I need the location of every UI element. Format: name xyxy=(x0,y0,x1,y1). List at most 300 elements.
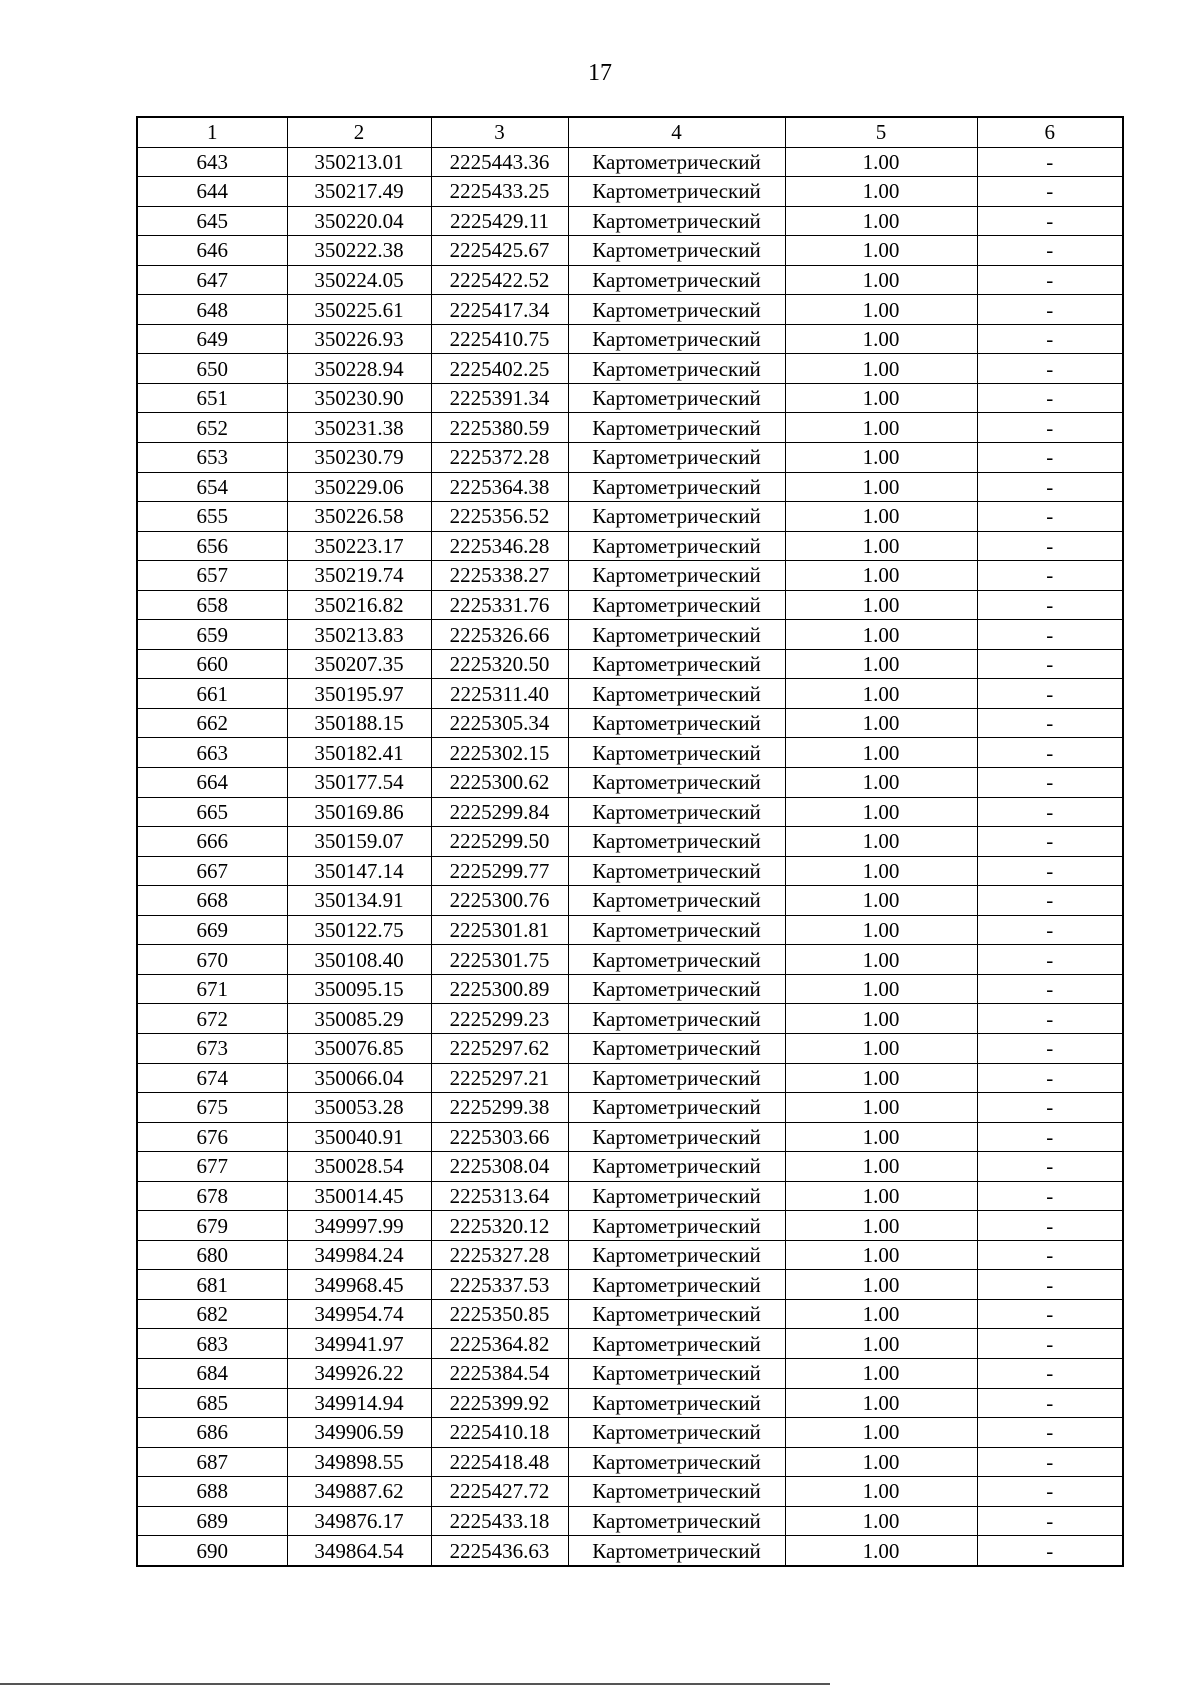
y-coordinate-cell: 2225302.15 xyxy=(431,738,568,768)
note-cell: - xyxy=(977,1240,1123,1270)
table-row xyxy=(137,1122,1123,1152)
y-coordinate-cell: 2225443.36 xyxy=(431,147,568,177)
header-cell-col-4: 4 xyxy=(568,117,785,147)
table-row xyxy=(137,413,1123,443)
x-coordinate-cell: 350228.94 xyxy=(287,354,431,384)
method-cell: Картометрический xyxy=(568,265,785,295)
method-cell: Картометрический xyxy=(568,886,785,916)
note-cell: - xyxy=(977,1329,1123,1359)
table-row xyxy=(137,738,1123,768)
table-row xyxy=(137,1477,1123,1507)
point-number-cell: 687 xyxy=(137,1447,287,1477)
y-coordinate-cell: 2225301.81 xyxy=(431,915,568,945)
accuracy-cell: 1.00 xyxy=(785,561,977,591)
note-cell: - xyxy=(977,443,1123,473)
note-cell: - xyxy=(977,295,1123,325)
y-coordinate-cell: 2225364.38 xyxy=(431,472,568,502)
table-body xyxy=(137,147,1123,1566)
x-coordinate-cell: 349906.59 xyxy=(287,1418,431,1448)
x-coordinate-cell: 350223.17 xyxy=(287,531,431,561)
y-coordinate-cell: 2225299.50 xyxy=(431,827,568,857)
method-cell: Картометрический xyxy=(568,206,785,236)
y-coordinate-cell: 2225297.62 xyxy=(431,1033,568,1063)
accuracy-cell: 1.00 xyxy=(785,177,977,207)
note-cell: - xyxy=(977,679,1123,709)
point-number-cell: 690 xyxy=(137,1536,287,1566)
method-cell: Картометрический xyxy=(568,383,785,413)
method-cell: Картометрический xyxy=(568,1299,785,1329)
point-number-cell: 689 xyxy=(137,1506,287,1536)
x-coordinate-cell: 349898.55 xyxy=(287,1447,431,1477)
point-number-cell: 678 xyxy=(137,1181,287,1211)
table-row xyxy=(137,1004,1123,1034)
accuracy-cell: 1.00 xyxy=(785,649,977,679)
note-cell: - xyxy=(977,324,1123,354)
point-number-cell: 672 xyxy=(137,1004,287,1034)
table-row xyxy=(137,561,1123,591)
note-cell: - xyxy=(977,354,1123,384)
note-cell: - xyxy=(977,1152,1123,1182)
table-row xyxy=(137,531,1123,561)
note-cell: - xyxy=(977,1506,1123,1536)
point-number-cell: 671 xyxy=(137,974,287,1004)
note-cell: - xyxy=(977,1447,1123,1477)
accuracy-cell: 1.00 xyxy=(785,531,977,561)
method-cell: Картометрический xyxy=(568,236,785,266)
note-cell: - xyxy=(977,1063,1123,1093)
method-cell: Картометрический xyxy=(568,502,785,532)
point-number-cell: 679 xyxy=(137,1211,287,1241)
accuracy-cell: 1.00 xyxy=(785,295,977,325)
x-coordinate-cell: 350219.74 xyxy=(287,561,431,591)
y-coordinate-cell: 2225305.34 xyxy=(431,708,568,738)
method-cell: Картометрический xyxy=(568,1418,785,1448)
footer-rule xyxy=(0,1683,830,1685)
table-row xyxy=(137,649,1123,679)
point-number-cell: 663 xyxy=(137,738,287,768)
point-number-cell: 680 xyxy=(137,1240,287,1270)
table-row xyxy=(137,620,1123,650)
y-coordinate-cell: 2225433.25 xyxy=(431,177,568,207)
point-number-cell: 668 xyxy=(137,886,287,916)
point-number-cell: 655 xyxy=(137,502,287,532)
method-cell: Картометрический xyxy=(568,324,785,354)
note-cell: - xyxy=(977,502,1123,532)
x-coordinate-cell: 349954.74 xyxy=(287,1299,431,1329)
point-number-cell: 653 xyxy=(137,443,287,473)
method-cell: Картометрический xyxy=(568,1122,785,1152)
y-coordinate-cell: 2225433.18 xyxy=(431,1506,568,1536)
method-cell: Картометрический xyxy=(568,147,785,177)
point-number-cell: 688 xyxy=(137,1477,287,1507)
y-coordinate-cell: 2225297.21 xyxy=(431,1063,568,1093)
x-coordinate-cell: 349876.17 xyxy=(287,1506,431,1536)
note-cell: - xyxy=(977,561,1123,591)
note-cell: - xyxy=(977,827,1123,857)
method-cell: Картометрический xyxy=(568,1240,785,1270)
x-coordinate-cell: 350213.01 xyxy=(287,147,431,177)
point-number-cell: 645 xyxy=(137,206,287,236)
table-row xyxy=(137,886,1123,916)
table-row xyxy=(137,1447,1123,1477)
note-cell: - xyxy=(977,649,1123,679)
point-number-cell: 651 xyxy=(137,383,287,413)
method-cell: Картометрический xyxy=(568,1004,785,1034)
x-coordinate-cell: 350028.54 xyxy=(287,1152,431,1182)
coordinates-table xyxy=(136,116,1124,1567)
point-number-cell: 649 xyxy=(137,324,287,354)
table-row xyxy=(137,590,1123,620)
method-cell: Картометрический xyxy=(568,1388,785,1418)
method-cell: Картометрический xyxy=(568,295,785,325)
method-cell: Картометрический xyxy=(568,679,785,709)
y-coordinate-cell: 2225303.66 xyxy=(431,1122,568,1152)
accuracy-cell: 1.00 xyxy=(785,886,977,916)
note-cell: - xyxy=(977,1477,1123,1507)
note-cell: - xyxy=(977,1211,1123,1241)
point-number-cell: 681 xyxy=(137,1270,287,1300)
accuracy-cell: 1.00 xyxy=(785,1093,977,1123)
note-cell: - xyxy=(977,886,1123,916)
table-row xyxy=(137,827,1123,857)
table-row xyxy=(137,679,1123,709)
accuracy-cell: 1.00 xyxy=(785,708,977,738)
note-cell: - xyxy=(977,383,1123,413)
point-number-cell: 659 xyxy=(137,620,287,650)
x-coordinate-cell: 350014.45 xyxy=(287,1181,431,1211)
accuracy-cell: 1.00 xyxy=(785,738,977,768)
y-coordinate-cell: 2225399.92 xyxy=(431,1388,568,1418)
method-cell: Картометрический xyxy=(568,354,785,384)
point-number-cell: 647 xyxy=(137,265,287,295)
accuracy-cell: 1.00 xyxy=(785,797,977,827)
point-number-cell: 670 xyxy=(137,945,287,975)
x-coordinate-cell: 350230.90 xyxy=(287,383,431,413)
x-coordinate-cell: 350169.86 xyxy=(287,797,431,827)
method-cell: Картометрический xyxy=(568,1063,785,1093)
note-cell: - xyxy=(977,1122,1123,1152)
method-cell: Картометрический xyxy=(568,1152,785,1182)
method-cell: Картометрический xyxy=(568,768,785,798)
method-cell: Картометрический xyxy=(568,708,785,738)
y-coordinate-cell: 2225410.75 xyxy=(431,324,568,354)
method-cell: Картометрический xyxy=(568,1033,785,1063)
x-coordinate-cell: 350122.75 xyxy=(287,915,431,945)
point-number-cell: 652 xyxy=(137,413,287,443)
point-number-cell: 684 xyxy=(137,1358,287,1388)
note-cell: - xyxy=(977,413,1123,443)
point-number-cell: 677 xyxy=(137,1152,287,1182)
accuracy-cell: 1.00 xyxy=(785,1536,977,1566)
y-coordinate-cell: 2225300.89 xyxy=(431,974,568,1004)
note-cell: - xyxy=(977,974,1123,1004)
x-coordinate-cell: 349941.97 xyxy=(287,1329,431,1359)
note-cell: - xyxy=(977,1388,1123,1418)
y-coordinate-cell: 2225418.48 xyxy=(431,1447,568,1477)
method-cell: Картометрический xyxy=(568,472,785,502)
method-cell: Картометрический xyxy=(568,561,785,591)
table-row xyxy=(137,177,1123,207)
method-cell: Картометрический xyxy=(568,1358,785,1388)
x-coordinate-cell: 350231.38 xyxy=(287,413,431,443)
point-number-cell: 650 xyxy=(137,354,287,384)
x-coordinate-cell: 350207.35 xyxy=(287,649,431,679)
y-coordinate-cell: 2225425.67 xyxy=(431,236,568,266)
table-row xyxy=(137,1418,1123,1448)
y-coordinate-cell: 2225299.38 xyxy=(431,1093,568,1123)
accuracy-cell: 1.00 xyxy=(785,1388,977,1418)
x-coordinate-cell: 349997.99 xyxy=(287,1211,431,1241)
accuracy-cell: 1.00 xyxy=(785,1270,977,1300)
header-cell-col-5: 5 xyxy=(785,117,977,147)
table-row xyxy=(137,1299,1123,1329)
point-number-cell: 665 xyxy=(137,797,287,827)
x-coordinate-cell: 350226.93 xyxy=(287,324,431,354)
x-coordinate-cell: 350188.15 xyxy=(287,708,431,738)
accuracy-cell: 1.00 xyxy=(785,945,977,975)
note-cell: - xyxy=(977,708,1123,738)
note-cell: - xyxy=(977,797,1123,827)
method-cell: Картометрический xyxy=(568,1536,785,1566)
x-coordinate-cell: 350134.91 xyxy=(287,886,431,916)
accuracy-cell: 1.00 xyxy=(785,856,977,886)
x-coordinate-cell: 350224.05 xyxy=(287,265,431,295)
point-number-cell: 660 xyxy=(137,649,287,679)
method-cell: Картометрический xyxy=(568,531,785,561)
note-cell: - xyxy=(977,531,1123,561)
method-cell: Картометрический xyxy=(568,590,785,620)
method-cell: Картометрический xyxy=(568,827,785,857)
y-coordinate-cell: 2225346.28 xyxy=(431,531,568,561)
table-row xyxy=(137,443,1123,473)
method-cell: Картометрический xyxy=(568,945,785,975)
y-coordinate-cell: 2225350.85 xyxy=(431,1299,568,1329)
accuracy-cell: 1.00 xyxy=(785,236,977,266)
table-row xyxy=(137,265,1123,295)
accuracy-cell: 1.00 xyxy=(785,974,977,1004)
y-coordinate-cell: 2225372.28 xyxy=(431,443,568,473)
x-coordinate-cell: 350040.91 xyxy=(287,1122,431,1152)
page-number: 17 xyxy=(588,60,612,86)
table-row xyxy=(137,1388,1123,1418)
header-row xyxy=(137,117,1123,147)
accuracy-cell: 1.00 xyxy=(785,265,977,295)
table-row xyxy=(137,472,1123,502)
note-cell: - xyxy=(977,945,1123,975)
table-row xyxy=(137,236,1123,266)
x-coordinate-cell: 350159.07 xyxy=(287,827,431,857)
y-coordinate-cell: 2225391.34 xyxy=(431,383,568,413)
x-coordinate-cell: 350226.58 xyxy=(287,502,431,532)
point-number-cell: 666 xyxy=(137,827,287,857)
method-cell: Картометрический xyxy=(568,797,785,827)
accuracy-cell: 1.00 xyxy=(785,443,977,473)
accuracy-cell: 1.00 xyxy=(785,590,977,620)
note-cell: - xyxy=(977,1270,1123,1300)
point-number-cell: 656 xyxy=(137,531,287,561)
method-cell: Картометрический xyxy=(568,915,785,945)
method-cell: Картометрический xyxy=(568,1329,785,1359)
y-coordinate-cell: 2225308.04 xyxy=(431,1152,568,1182)
method-cell: Картометрический xyxy=(568,649,785,679)
note-cell: - xyxy=(977,1093,1123,1123)
x-coordinate-cell: 350216.82 xyxy=(287,590,431,620)
accuracy-cell: 1.00 xyxy=(785,472,977,502)
table-row xyxy=(137,856,1123,886)
method-cell: Картометрический xyxy=(568,738,785,768)
point-number-cell: 644 xyxy=(137,177,287,207)
table-row xyxy=(137,295,1123,325)
note-cell: - xyxy=(977,856,1123,886)
point-number-cell: 685 xyxy=(137,1388,287,1418)
accuracy-cell: 1.00 xyxy=(785,1122,977,1152)
point-number-cell: 682 xyxy=(137,1299,287,1329)
table-row xyxy=(137,1358,1123,1388)
accuracy-cell: 1.00 xyxy=(785,1004,977,1034)
method-cell: Картометрический xyxy=(568,974,785,1004)
table-row xyxy=(137,1506,1123,1536)
y-coordinate-cell: 2225364.82 xyxy=(431,1329,568,1359)
accuracy-cell: 1.00 xyxy=(785,1447,977,1477)
accuracy-cell: 1.00 xyxy=(785,1211,977,1241)
y-coordinate-cell: 2225384.54 xyxy=(431,1358,568,1388)
note-cell: - xyxy=(977,1299,1123,1329)
point-number-cell: 661 xyxy=(137,679,287,709)
table-row xyxy=(137,1270,1123,1300)
table-row xyxy=(137,1536,1123,1566)
table-row xyxy=(137,945,1123,975)
accuracy-cell: 1.00 xyxy=(785,324,977,354)
point-number-cell: 662 xyxy=(137,708,287,738)
note-cell: - xyxy=(977,590,1123,620)
note-cell: - xyxy=(977,1181,1123,1211)
point-number-cell: 658 xyxy=(137,590,287,620)
x-coordinate-cell: 350220.04 xyxy=(287,206,431,236)
note-cell: - xyxy=(977,147,1123,177)
y-coordinate-cell: 2225326.66 xyxy=(431,620,568,650)
x-coordinate-cell: 350177.54 xyxy=(287,768,431,798)
x-coordinate-cell: 350217.49 xyxy=(287,177,431,207)
point-number-cell: 673 xyxy=(137,1033,287,1063)
table-row xyxy=(137,1211,1123,1241)
method-cell: Картометрический xyxy=(568,856,785,886)
x-coordinate-cell: 350182.41 xyxy=(287,738,431,768)
y-coordinate-cell: 2225327.28 xyxy=(431,1240,568,1270)
point-number-cell: 657 xyxy=(137,561,287,591)
y-coordinate-cell: 2225356.52 xyxy=(431,502,568,532)
note-cell: - xyxy=(977,1418,1123,1448)
y-coordinate-cell: 2225337.53 xyxy=(431,1270,568,1300)
table-row xyxy=(137,1240,1123,1270)
note-cell: - xyxy=(977,236,1123,266)
note-cell: - xyxy=(977,1358,1123,1388)
y-coordinate-cell: 2225299.77 xyxy=(431,856,568,886)
x-coordinate-cell: 349914.94 xyxy=(287,1388,431,1418)
table-row xyxy=(137,768,1123,798)
note-cell: - xyxy=(977,1004,1123,1034)
y-coordinate-cell: 2225436.63 xyxy=(431,1536,568,1566)
method-cell: Картометрический xyxy=(568,620,785,650)
x-coordinate-cell: 350085.29 xyxy=(287,1004,431,1034)
note-cell: - xyxy=(977,738,1123,768)
point-number-cell: 675 xyxy=(137,1093,287,1123)
accuracy-cell: 1.00 xyxy=(785,354,977,384)
x-coordinate-cell: 350225.61 xyxy=(287,295,431,325)
point-number-cell: 674 xyxy=(137,1063,287,1093)
x-coordinate-cell: 350195.97 xyxy=(287,679,431,709)
accuracy-cell: 1.00 xyxy=(785,1418,977,1448)
accuracy-cell: 1.00 xyxy=(785,1152,977,1182)
y-coordinate-cell: 2225299.23 xyxy=(431,1004,568,1034)
x-coordinate-cell: 350229.06 xyxy=(287,472,431,502)
table-row xyxy=(137,974,1123,1004)
header-cell-col-6: 6 xyxy=(977,117,1123,147)
table-row xyxy=(137,324,1123,354)
accuracy-cell: 1.00 xyxy=(785,1181,977,1211)
y-coordinate-cell: 2225313.64 xyxy=(431,1181,568,1211)
method-cell: Картометрический xyxy=(568,1211,785,1241)
accuracy-cell: 1.00 xyxy=(785,1299,977,1329)
point-number-cell: 683 xyxy=(137,1329,287,1359)
x-coordinate-cell: 350213.83 xyxy=(287,620,431,650)
table-row xyxy=(137,502,1123,532)
table-row xyxy=(137,1033,1123,1063)
method-cell: Картометрический xyxy=(568,177,785,207)
point-number-cell: 686 xyxy=(137,1418,287,1448)
point-number-cell: 669 xyxy=(137,915,287,945)
method-cell: Картометрический xyxy=(568,1477,785,1507)
method-cell: Картометрический xyxy=(568,1093,785,1123)
point-number-cell: 643 xyxy=(137,147,287,177)
y-coordinate-cell: 2225301.75 xyxy=(431,945,568,975)
header-cell-col-2: 2 xyxy=(287,117,431,147)
method-cell: Картометрический xyxy=(568,413,785,443)
note-cell: - xyxy=(977,915,1123,945)
x-coordinate-cell: 350147.14 xyxy=(287,856,431,886)
y-coordinate-cell: 2225427.72 xyxy=(431,1477,568,1507)
accuracy-cell: 1.00 xyxy=(785,206,977,236)
y-coordinate-cell: 2225338.27 xyxy=(431,561,568,591)
table-row xyxy=(137,147,1123,177)
x-coordinate-cell: 349926.22 xyxy=(287,1358,431,1388)
x-coordinate-cell: 349887.62 xyxy=(287,1477,431,1507)
y-coordinate-cell: 2225410.18 xyxy=(431,1418,568,1448)
point-number-cell: 648 xyxy=(137,295,287,325)
accuracy-cell: 1.00 xyxy=(785,620,977,650)
accuracy-cell: 1.00 xyxy=(785,1033,977,1063)
y-coordinate-cell: 2225422.52 xyxy=(431,265,568,295)
header-cell-col-1: 1 xyxy=(137,117,287,147)
accuracy-cell: 1.00 xyxy=(785,915,977,945)
y-coordinate-cell: 2225299.84 xyxy=(431,797,568,827)
table-row xyxy=(137,915,1123,945)
table-row xyxy=(137,1152,1123,1182)
method-cell: Картометрический xyxy=(568,1270,785,1300)
table-header xyxy=(137,117,1123,147)
header-cell-col-3: 3 xyxy=(431,117,568,147)
accuracy-cell: 1.00 xyxy=(785,679,977,709)
note-cell: - xyxy=(977,1033,1123,1063)
accuracy-cell: 1.00 xyxy=(785,1063,977,1093)
y-coordinate-cell: 2225320.50 xyxy=(431,649,568,679)
note-cell: - xyxy=(977,206,1123,236)
x-coordinate-cell: 350095.15 xyxy=(287,974,431,1004)
y-coordinate-cell: 2225311.40 xyxy=(431,679,568,709)
x-coordinate-cell: 349984.24 xyxy=(287,1240,431,1270)
note-cell: - xyxy=(977,768,1123,798)
point-number-cell: 667 xyxy=(137,856,287,886)
accuracy-cell: 1.00 xyxy=(785,1358,977,1388)
